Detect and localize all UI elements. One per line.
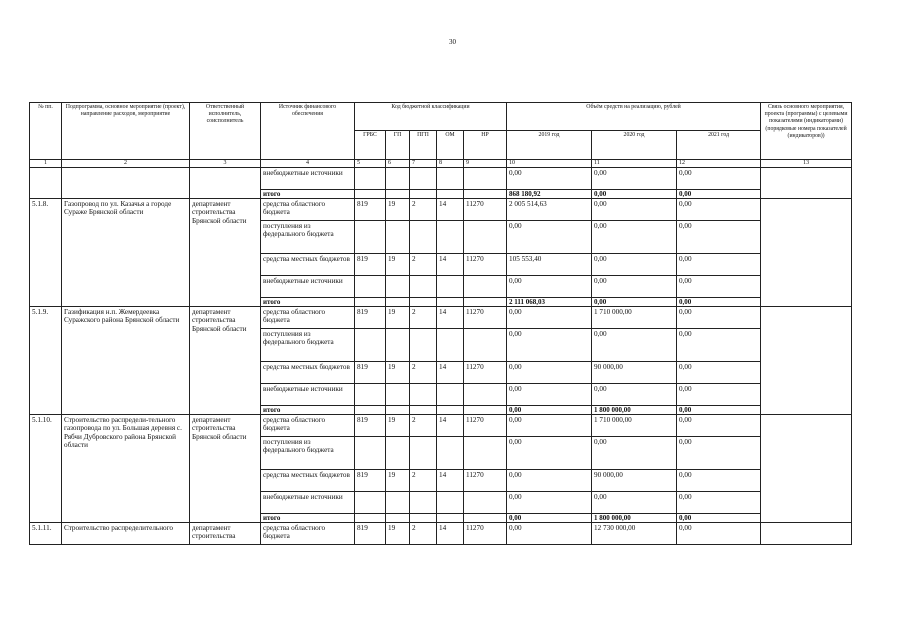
source-label: средства областного бюджета	[261, 523, 355, 545]
code-om: 14	[437, 415, 464, 437]
item-name: Строительство распределительного	[62, 523, 190, 545]
header-pgp: ПГП	[410, 131, 437, 160]
item-executor: департамент строительства	[190, 523, 261, 545]
value-2021: 0,00	[677, 329, 761, 362]
table-row	[30, 199, 852, 221]
header-grbs: ГРБС	[355, 131, 386, 160]
source-label: внебюджетные источники	[261, 276, 355, 298]
value-2019: 0,00	[507, 329, 592, 362]
value-2020: 0,00	[592, 437, 677, 470]
header-link: Связь основного мероприятия, проекта (программы) с целевыми показателями (индикаторами) (порядковые номера показателей (индикаторов))	[761, 103, 852, 160]
value-2021: 0,00	[677, 362, 761, 384]
source-label: внебюджетные источники	[261, 384, 355, 406]
code-om: 14	[437, 307, 464, 329]
code-gp: 19	[386, 470, 410, 492]
value-2021: 0,00	[677, 168, 761, 190]
source-label: средства областного бюджета	[261, 307, 355, 329]
total-2019: 0,00	[507, 514, 592, 523]
total-2020: 0,00	[592, 190, 677, 199]
source-label: средства местных бюджетов	[261, 362, 355, 384]
value-2021: 0,00	[677, 254, 761, 276]
header-nr: НР	[464, 131, 507, 160]
item-number: 5.1.11.	[30, 523, 62, 545]
colnum: 6	[386, 160, 410, 168]
header-2020: 2020 год	[592, 131, 677, 160]
colnum: 5	[355, 160, 386, 168]
header-2021: 2021 год	[677, 131, 761, 160]
value-2019: 0,00	[507, 221, 592, 254]
budget-table	[29, 102, 852, 545]
code-grbs: 819	[355, 199, 386, 221]
code-pgp: 2	[410, 254, 437, 276]
total-2019: 868 180,92	[507, 190, 592, 199]
value-2020: 0,00	[592, 276, 677, 298]
code-om: 14	[437, 362, 464, 384]
colnum: 1	[30, 160, 62, 168]
code-grbs: 819	[355, 470, 386, 492]
value-2019: 0,00	[507, 523, 592, 545]
source-label: внебюджетные источники	[261, 168, 355, 190]
colnum: 4	[261, 160, 355, 168]
code-grbs: 819	[355, 523, 386, 545]
header-num: № пп.	[30, 103, 62, 160]
item-executor: департамент строительства Брянской области	[190, 307, 261, 415]
colnum: 8	[437, 160, 464, 168]
code-nr: 11270	[464, 415, 507, 437]
header-source: Источник финансового обеспечения	[261, 103, 355, 160]
total-2019: 2 111 068,03	[507, 298, 592, 307]
item-executor: департамент строительства Брянской области	[190, 415, 261, 523]
value-2019: 0,00	[507, 362, 592, 384]
colnum: 9	[464, 160, 507, 168]
code-nr: 11270	[464, 254, 507, 276]
source-label: средства местных бюджетов	[261, 254, 355, 276]
value-2021: 0,00	[677, 437, 761, 470]
value-2021: 0,00	[677, 384, 761, 406]
code-grbs: 819	[355, 307, 386, 329]
header-executor: Ответственный исполнитель, соисполнитель	[190, 103, 261, 160]
source-label: поступления из федерального бюджета	[261, 437, 355, 470]
colnum: 11	[592, 160, 677, 168]
header-2019: 2019 год	[507, 131, 592, 160]
colnum: 3	[190, 160, 261, 168]
total-2021: 0,00	[677, 406, 761, 415]
total-label: итого	[261, 298, 355, 307]
value-2020: 0,00	[592, 168, 677, 190]
value-2021: 0,00	[677, 523, 761, 545]
value-2021: 0,00	[677, 415, 761, 437]
code-pgp: 2	[410, 362, 437, 384]
value-2019: 0,00	[507, 492, 592, 514]
value-2019: 0,00	[507, 307, 592, 329]
total-2020: 1 800 000,00	[592, 406, 677, 415]
item-number: 5.1.8.	[30, 199, 62, 307]
header-volume: Объём средств на реализацию, рублей	[507, 103, 761, 131]
total-2021: 0,00	[677, 190, 761, 199]
value-2019: 0,00	[507, 437, 592, 470]
code-om: 14	[437, 470, 464, 492]
value-2019: 2 005 514,63	[507, 199, 592, 221]
value-2020: 0,00	[592, 384, 677, 406]
colnum: 7	[410, 160, 437, 168]
colnum: 10	[507, 160, 592, 168]
value-2019: 0,00	[507, 276, 592, 298]
code-nr: 11270	[464, 523, 507, 545]
code-grbs: 819	[355, 254, 386, 276]
code-grbs: 819	[355, 415, 386, 437]
source-label: средства областного бюджета	[261, 415, 355, 437]
header-gp: ГП	[386, 131, 410, 160]
total-label: итого	[261, 406, 355, 415]
code-gp: 19	[386, 254, 410, 276]
header-om: ОМ	[437, 131, 464, 160]
code-gp: 19	[386, 362, 410, 384]
total-2019: 0,00	[507, 406, 592, 415]
code-nr: 11270	[464, 307, 507, 329]
code-gp: 19	[386, 523, 410, 545]
value-2019: 0,00	[507, 384, 592, 406]
code-pgp: 2	[410, 470, 437, 492]
code-gp: 19	[386, 199, 410, 221]
total-label: итого	[261, 190, 355, 199]
value-2020: 1 710 000,00	[592, 415, 677, 437]
table-row	[30, 307, 852, 329]
value-2020: 12 730 000,00	[592, 523, 677, 545]
code-om: 14	[437, 254, 464, 276]
code-gp: 19	[386, 307, 410, 329]
value-2021: 0,00	[677, 276, 761, 298]
value-2021: 0,00	[677, 492, 761, 514]
value-2019: 105 553,40	[507, 254, 592, 276]
code-pgp: 2	[410, 307, 437, 329]
value-2019: 0,00	[507, 415, 592, 437]
value-2021: 0,00	[677, 221, 761, 254]
value-2020: 0,00	[592, 492, 677, 514]
source-label: внебюджетные источники	[261, 492, 355, 514]
header-budget-code: Код бюджетной классификации	[355, 103, 507, 131]
value-2020: 0,00	[592, 199, 677, 221]
table-row	[30, 415, 852, 437]
item-name: Газификация н.п. Жемердеевка Суражского района Брянской области	[62, 307, 190, 415]
code-nr: 11270	[464, 362, 507, 384]
item-name: Строительство распредели-тельного газопровода по ул. Большая деревня с. Рябчи Дубровского района Брянской области	[62, 415, 190, 523]
code-nr: 11270	[464, 470, 507, 492]
code-pgp: 2	[410, 523, 437, 545]
item-name: Газопровод по ул. Казачья а городе Сураже Брянской области	[62, 199, 190, 307]
code-pgp: 2	[410, 199, 437, 221]
colnum: 13	[761, 160, 852, 168]
value-2020: 0,00	[592, 254, 677, 276]
total-2021: 0,00	[677, 514, 761, 523]
value-2021: 0,00	[677, 470, 761, 492]
table-row	[30, 168, 852, 190]
total-2020: 0,00	[592, 298, 677, 307]
value-2021: 0,00	[677, 199, 761, 221]
value-2020: 90 000,00	[592, 470, 677, 492]
source-label: средства областного бюджета	[261, 199, 355, 221]
header-program: Подпрограмма, основное мероприятие (проект), направление расходов, мероприятие	[62, 103, 190, 160]
item-number: 5.1.9.	[30, 307, 62, 415]
code-gp: 19	[386, 415, 410, 437]
source-label: поступления из федерального бюджета	[261, 329, 355, 362]
total-2020: 1 800 000,00	[592, 514, 677, 523]
source-label: поступления из федерального бюджета	[261, 221, 355, 254]
value-2019: 0,00	[507, 470, 592, 492]
code-om: 14	[437, 199, 464, 221]
colnum: 2	[62, 160, 190, 168]
column-numbers-row	[30, 160, 852, 168]
colnum: 12	[677, 160, 761, 168]
total-2021: 0,00	[677, 298, 761, 307]
value-2019: 0,00	[507, 168, 592, 190]
code-grbs: 819	[355, 362, 386, 384]
value-2021: 0,00	[677, 307, 761, 329]
value-2020: 90 000,00	[592, 362, 677, 384]
total-label: итого	[261, 514, 355, 523]
code-om: 14	[437, 523, 464, 545]
code-nr: 11270	[464, 199, 507, 221]
value-2020: 0,00	[592, 329, 677, 362]
item-number: 5.1.10.	[30, 415, 62, 523]
item-executor: департамент строительства Брянской области	[190, 199, 261, 307]
value-2020: 0,00	[592, 221, 677, 254]
code-pgp: 2	[410, 415, 437, 437]
source-label: средства местных бюджетов	[261, 470, 355, 492]
table-row	[30, 523, 852, 545]
page-number: 30	[449, 38, 456, 46]
value-2020: 1 710 000,00	[592, 307, 677, 329]
